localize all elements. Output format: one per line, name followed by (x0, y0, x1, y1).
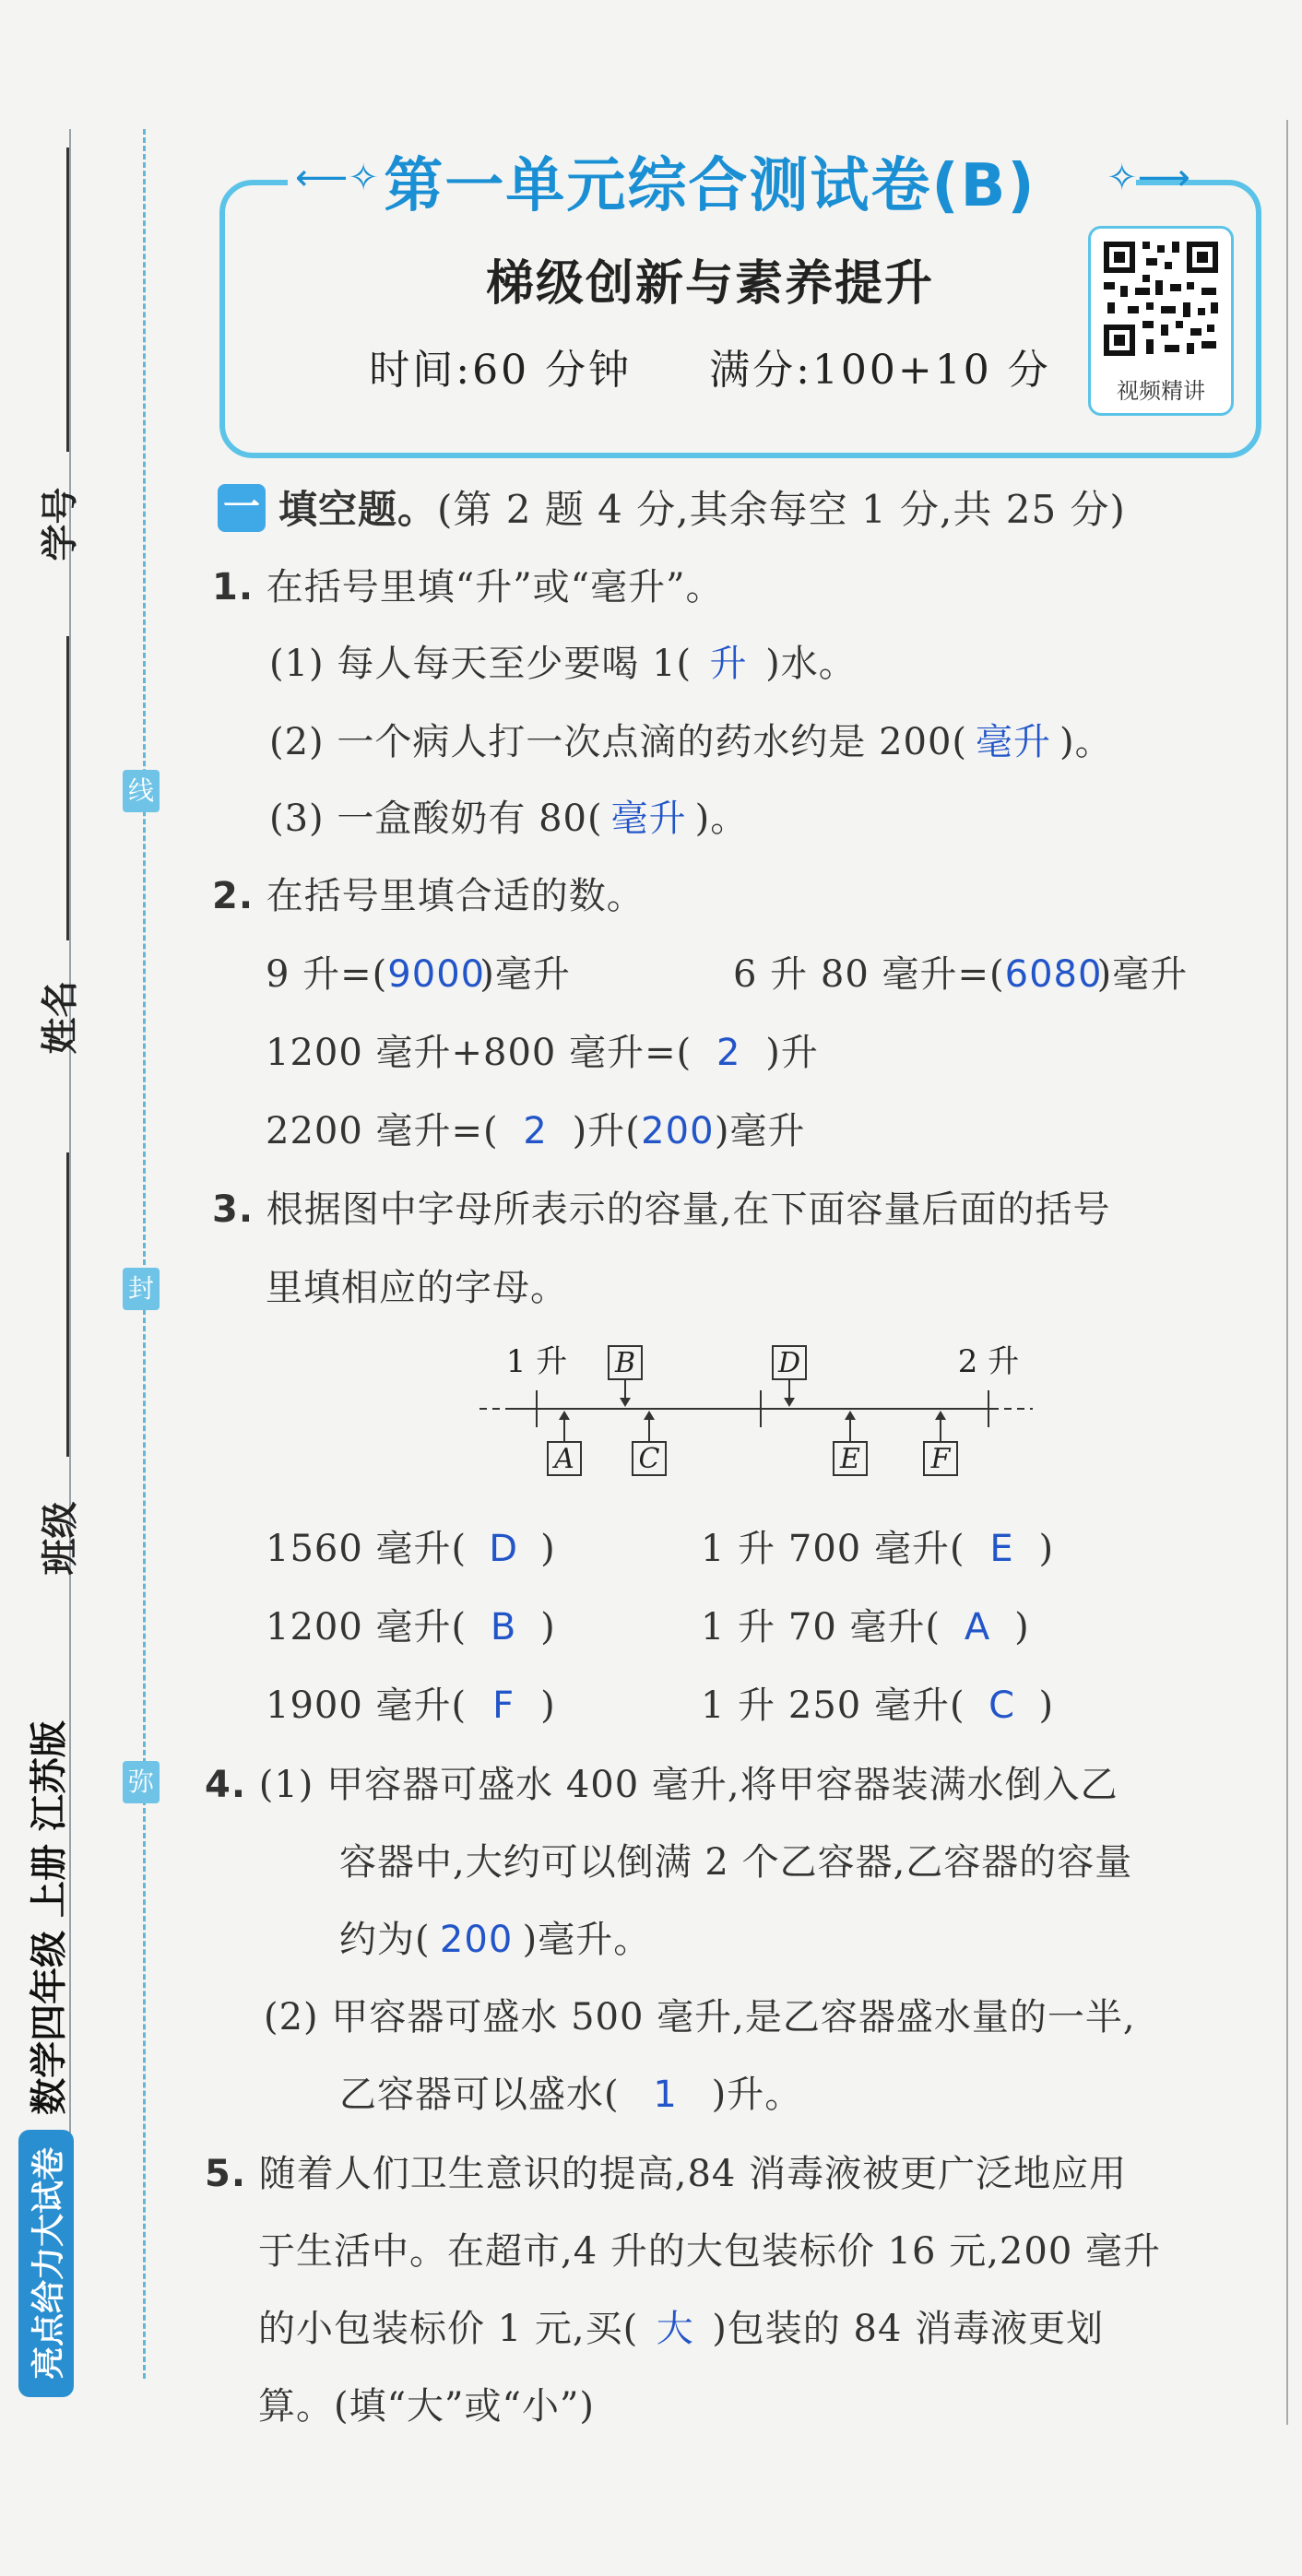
q5-line4: 算。(填“大”或“小”) (258, 2385, 596, 2428)
section-title: 填空题。 (278, 487, 438, 532)
cut-dashed-line (143, 129, 146, 2379)
q5-l3-tail: )包装的 84 消毒液更划 (712, 2308, 1105, 2350)
q3-row-3-right (701, 1676, 1054, 1729)
q3-r3l-tail: ) (540, 1684, 556, 1727)
q5-number: 5. (205, 2153, 247, 2195)
q3-row-1-left (266, 1519, 556, 1572)
q4-p2-answer: 1 (653, 2074, 678, 2116)
q4-part1-line2: 容器中,大约可以倒满 2 个乙容器,乙容器的容量 (339, 1841, 1133, 1884)
letter-d: D (777, 1347, 801, 1379)
title-left-ornament: ⟵✧ (295, 157, 379, 199)
student-no-label: 学号 (39, 487, 82, 561)
q2-c-text: 1200 毫升+800 毫升=( (266, 1032, 692, 1074)
capacity-number-line (479, 1328, 1033, 1494)
section-badge: 一 (218, 484, 266, 532)
label-2-liter: 2 升 (957, 1343, 1020, 1380)
page-right-border (1286, 120, 1288, 2425)
q2-d-answer-1: 2 (523, 1110, 548, 1152)
q1-item-1-answer: 升 (709, 643, 748, 685)
q4-p2-l2-tail: )升。 (711, 2074, 803, 2116)
q2-a-answer: 9000 (387, 953, 486, 996)
q2-d-tail: )毫升 (714, 1110, 806, 1152)
q2-c-answer: 2 (716, 1032, 741, 1074)
q3-stem-2: 里填相应的字母。 (266, 1267, 568, 1309)
q2-c (266, 1023, 819, 1076)
q1-stem-text: 在括号里填“升”或“毫升”。 (266, 566, 724, 609)
class-label: 班级 (39, 1501, 82, 1576)
q3-r2r-text: 1 升 70 毫升( (701, 1606, 941, 1648)
q3-r1r-answer: E (989, 1528, 1014, 1570)
q1-stem (212, 558, 724, 610)
q2-a (266, 945, 571, 998)
q4-part1-line3 (339, 1910, 651, 1963)
time-score-line (304, 337, 1116, 396)
page-title: 第一单元综合测试卷(B) (384, 152, 1036, 220)
q4-p1-answer: 200 (439, 1919, 514, 1961)
q2-d-text: 2200 毫升=( (266, 1110, 499, 1152)
full-score: 满分:100+10 分 (709, 347, 1051, 394)
q4-part2-line1: (2) 甲容器可盛水 500 毫升,是乙容器盛水量的一半, (264, 1996, 1136, 2038)
q1-item-2-answer: 毫升 (976, 721, 1052, 763)
q1-item-1-tail: )水。 (765, 643, 857, 685)
q5-answer: 大 (656, 2308, 694, 2350)
grade-book-label: 数学四年级 上册 江苏版 (28, 1720, 71, 2115)
q2-d-answer-2: 200 (641, 1110, 715, 1152)
q3-row-3-left (266, 1676, 556, 1729)
q5-line3 (258, 2299, 1104, 2352)
letter-e: E (840, 1443, 860, 1475)
section-heading (278, 479, 1126, 535)
q4-p1-l3-tail: )毫升。 (522, 1919, 652, 1961)
q3-r3r-answer: C (988, 1684, 1016, 1727)
title-right-ornament: ✧⟶ (1107, 157, 1190, 199)
q5-line1 (205, 2145, 1127, 2197)
q3-r1l-tail: ) (540, 1528, 556, 1570)
label-1-liter: 1 升 (505, 1343, 568, 1380)
class-line (66, 1152, 69, 1457)
q1-item-2 (269, 713, 1113, 765)
q4-part2-line2 (339, 2065, 802, 2118)
letter-c: C (638, 1443, 660, 1475)
q2-stem (212, 867, 645, 919)
q3-row-1-right (701, 1519, 1054, 1572)
q1-item-1-text: (1) 每人每天至少要喝 1( (269, 643, 692, 685)
section-score-note: (第 2 题 4 分,其余每空 1 分,共 25 分) (437, 487, 1126, 532)
cut-mark-line: 线 (123, 770, 160, 812)
cut-mark-seal: 封 (123, 1268, 160, 1310)
cut-mark-seal-2: 弥 (123, 1761, 160, 1803)
q2-a-tail: )毫升 (479, 953, 571, 996)
letter-a: A (554, 1443, 574, 1475)
q1-item-3-answer: 毫升 (610, 798, 687, 840)
q3-r3l-text: 1900 毫升( (266, 1684, 468, 1727)
q3-r3r-tail: ) (1038, 1684, 1055, 1727)
q1-item-2-tail: )。 (1059, 721, 1113, 763)
q3-row-2-right (701, 1598, 1030, 1650)
page-subtitle: 梯级创新与素养提升 (485, 256, 934, 312)
student-no-line (66, 148, 69, 452)
q5-l3-text: 的小包装标价 1 元,买( (258, 2308, 639, 2350)
letter-f: F (930, 1443, 951, 1475)
q3-number: 3. (212, 1188, 254, 1231)
q2-b-tail: )毫升 (1096, 953, 1189, 996)
q1-number: 1. (212, 566, 254, 609)
q2-c-tail: )升 (765, 1032, 819, 1074)
q4-p1-l1: (1) 甲容器可盛水 400 毫升,将甲容器装满水倒入乙 (258, 1764, 1119, 1806)
q2-d-mid: )升( (572, 1110, 641, 1152)
q3-r1l-answer: D (489, 1528, 519, 1570)
q3-r2l-text: 1200 毫升( (266, 1606, 468, 1648)
q4-p2-l2-text: 乙容器可以盛水( (339, 2074, 620, 2116)
q5-l1: 随着人们卫生意识的提高,84 消毒液被更广泛地应用 (258, 2153, 1128, 2195)
q3-r3r-text: 1 升 250 毫升( (701, 1684, 965, 1727)
q1-item-3-tail: )。 (694, 798, 749, 840)
brand-logo: 亮点给力大试卷 (30, 2146, 68, 2381)
q4-part1-line1 (205, 1755, 1119, 1808)
q3-r2l-tail: ) (540, 1606, 556, 1648)
q3-r2r-tail: ) (1014, 1606, 1030, 1648)
q3-stem-text-1: 根据图中字母所表示的容量,在下面容量后面的括号 (266, 1188, 1111, 1231)
q3-r3l-answer: F (492, 1684, 515, 1727)
name-label: 姓名 (39, 980, 82, 1055)
q1-item-3 (269, 789, 748, 842)
q2-number: 2. (212, 875, 254, 917)
q4-p1-l3-text: 约为( (339, 1919, 431, 1961)
q1-item-1 (269, 634, 857, 687)
qr-video-label: 视频精讲 (1117, 378, 1205, 404)
q1-item-3-text: (3) 一盒酸奶有 80( (269, 798, 603, 840)
q5-line2: 于生活中。在超市,4 升的大包装标价 16 元,200 毫升 (258, 2230, 1161, 2273)
q3-r1r-text: 1 升 700 毫升( (701, 1528, 965, 1570)
q1-item-2-text: (2) 一个病人打一次点滴的药水约是 200( (269, 721, 968, 763)
q3-r1r-tail: ) (1038, 1528, 1055, 1570)
q4-number: 4. (205, 1764, 247, 1806)
qr-code-icon (1091, 229, 1231, 367)
time-limit: 时间:60 分钟 (369, 347, 633, 394)
q3-r1l-text: 1560 毫升( (266, 1528, 468, 1570)
letter-b: B (614, 1347, 636, 1379)
q2-b-answer: 6080 (1004, 953, 1103, 996)
q3-stem (212, 1180, 1110, 1233)
name-line (66, 636, 69, 940)
q2-b (733, 945, 1188, 998)
q3-row-2-left (266, 1598, 556, 1650)
q2-a-text: 9 升=( (266, 953, 388, 996)
q3-r2l-answer: B (490, 1606, 517, 1648)
q2-stem-text: 在括号里填合适的数。 (266, 875, 645, 917)
q2-d (266, 1102, 805, 1154)
q3-r2r-answer: A (964, 1606, 991, 1648)
q2-b-text: 6 升 80 毫升=( (733, 953, 1005, 996)
